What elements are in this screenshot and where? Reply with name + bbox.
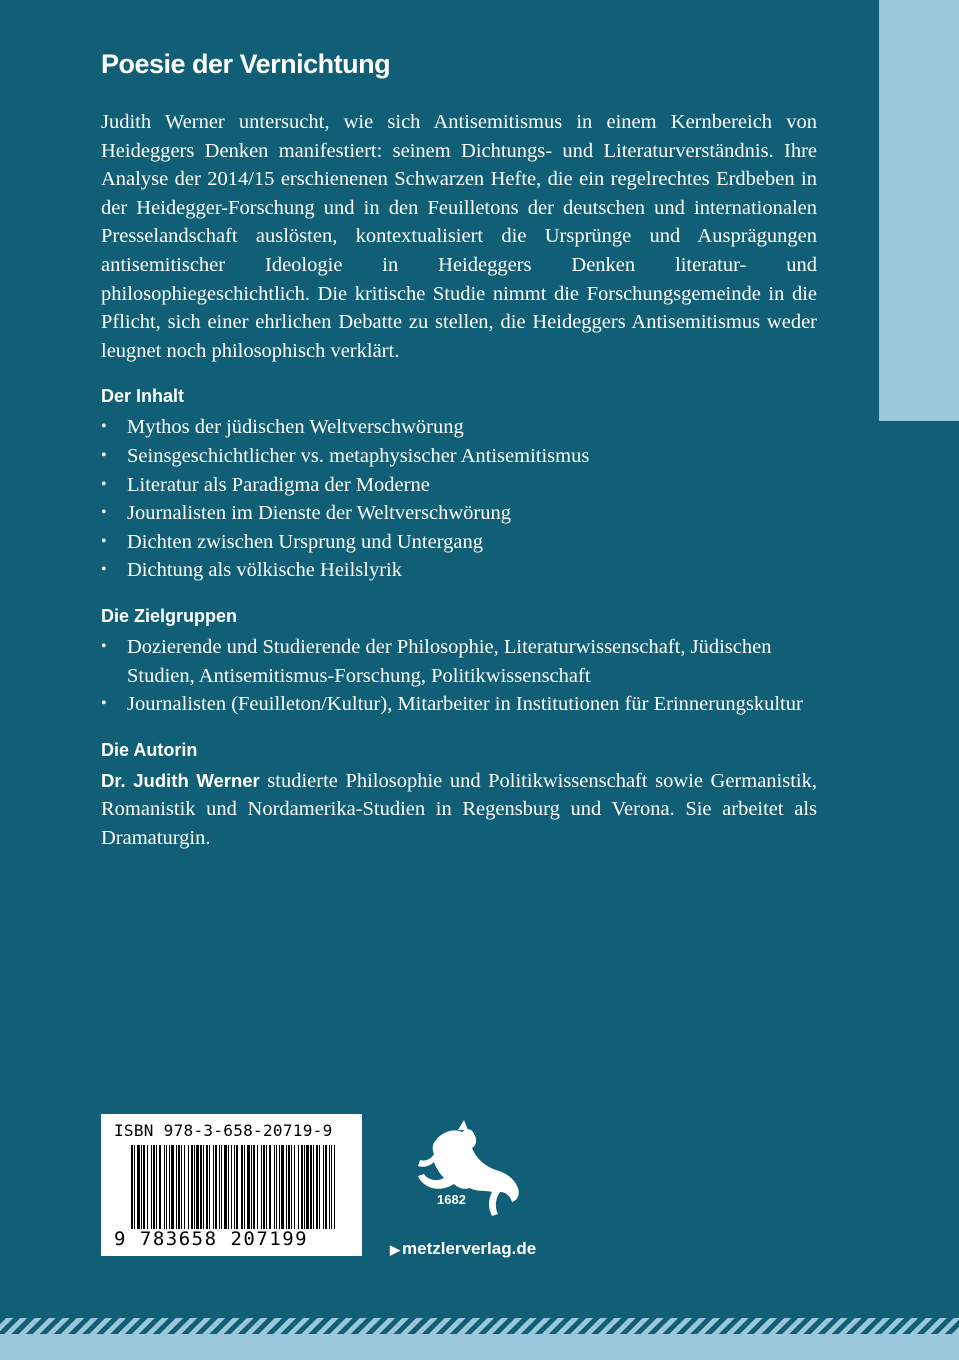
contents-heading: Der Inhalt: [101, 386, 185, 407]
list-item-text: Mythos der jüdischen Weltverschwörung: [127, 416, 464, 439]
publisher-website-link[interactable]: [390, 1236, 536, 1263]
back-cover-content: [101, 44, 817, 852]
book-title: Poesie der Vernichtung: [101, 49, 391, 79]
audience-list: [101, 633, 817, 719]
play-arrow-icon: ▶: [390, 1242, 400, 1257]
author-bio-text: studierte Philosophie und Politikwissenschaft sowie Germanistik, Romanistik und Nordamerika-Studien in Regensburg und Verona. Sie arbeitet als Dramaturgin.: [101, 769, 817, 849]
list-item-text: Journalisten (Feuilleton/Kultur), Mitarbeiter in Institutionen für Erinnerungskultur: [127, 693, 803, 716]
book-description: Judith Werner untersucht, wie sich Antisemitismus in einem Kernbereich von Heideggers Denken manifestiert: seinem Dichtungs- und Literaturverständnis. Ihre Analyse der 2014/15 erschienenen Schwarzen Hefte, die ein regelrechtes Erdbeben in der Heidegger-Forschung und in den Feuilletons der deutschen und internationalen Presselandschaft auslösten, kontextualisiert die Ursprünge und Ausprägungen antisemitischer Ideologie in Heideggers Denken literatur- und philosophiegeschichtlich. Die kritische Studie nimmt die Forschungsgemeinde in die Pflicht, sich einer ehrlichen Debatte zu stellen, die Heideggers Antisemitismus weder leugnet noch philosophisch verklärt.: [101, 111, 817, 362]
author-heading: Die Autorin: [101, 739, 198, 760]
bullet-icon: •: [101, 446, 107, 464]
bullet-icon: •: [101, 637, 107, 655]
list-item-text: Journalisten im Dienste der Weltverschwörung: [127, 502, 511, 525]
horse-logo-icon: [414, 1118, 526, 1224]
bullet-icon: •: [101, 475, 107, 493]
list-item: [101, 413, 817, 442]
side-tab-accent: [879, 0, 959, 421]
bullet-icon: •: [101, 418, 107, 436]
bullet-icon: •: [101, 532, 107, 550]
barcode-digits: 9 783658 207199: [114, 1228, 309, 1250]
list-item-text: Dichten zwischen Ursprung und Untergang: [127, 530, 484, 553]
list-item: [101, 499, 817, 528]
bottom-accent-band: [0, 1334, 959, 1360]
barcode-bars: [131, 1145, 335, 1229]
author-bio: [101, 767, 817, 853]
decorative-stripe: [0, 1318, 959, 1334]
list-item: [101, 471, 817, 500]
audience-heading: Die Zielgruppen: [101, 605, 238, 626]
list-item: [101, 556, 817, 585]
list-item-text: Dichtung als völkische Heilslyrik: [127, 559, 402, 582]
publisher-website-text: metzlerverlag.de: [402, 1239, 537, 1258]
isbn-label: ISBN 978-3-658-20719-9: [114, 1121, 333, 1140]
bullet-icon: •: [101, 695, 107, 713]
list-item-text: Literatur als Paradigma der Moderne: [127, 473, 430, 496]
list-item: [101, 528, 817, 557]
list-item: [101, 442, 817, 471]
list-item: [101, 690, 817, 719]
list-item-text: Dozierende und Studierende der Philosophie, Literaturwissenschaft, Jüdischen Studien, Antisemitismus-Forschung, Politikwissenschaft: [127, 635, 772, 687]
list-item-text: Seinsgeschichtlicher vs. metaphysischer Antisemitismus: [127, 444, 590, 467]
contents-list: [101, 413, 817, 585]
bullet-icon: •: [101, 561, 107, 579]
author-name: Dr. Judith Werner: [101, 769, 260, 791]
logo-year: 1682: [437, 1192, 466, 1207]
list-item: [101, 633, 817, 690]
bullet-icon: •: [101, 504, 107, 522]
isbn-barcode: [101, 1114, 362, 1256]
